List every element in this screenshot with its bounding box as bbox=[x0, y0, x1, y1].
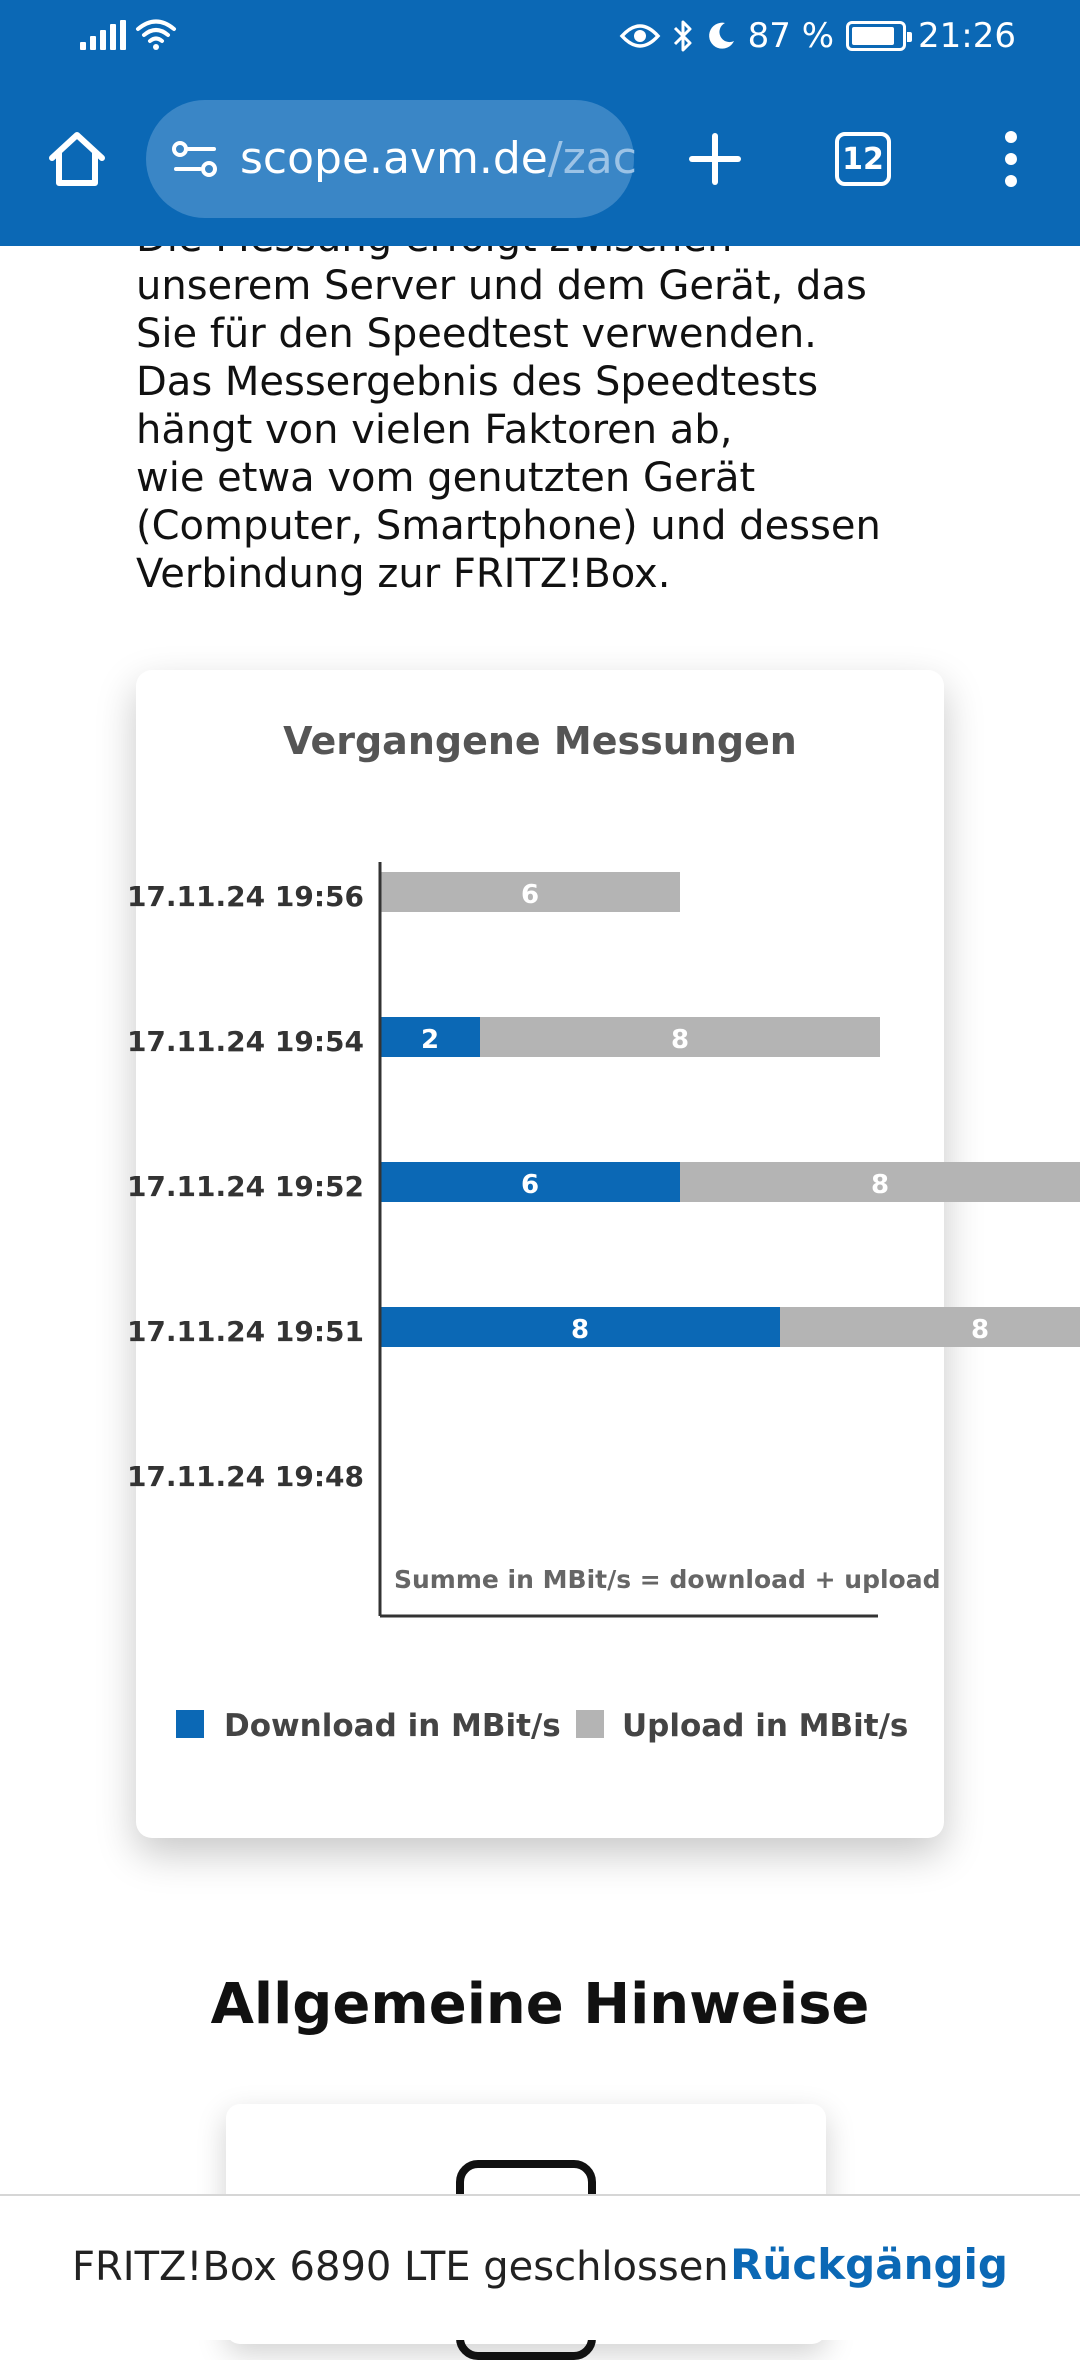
bar-value-label: 2 bbox=[420, 1025, 440, 1055]
home-icon bbox=[46, 130, 108, 188]
wifi-icon bbox=[136, 18, 176, 50]
bar-value-label: 6 bbox=[520, 880, 540, 910]
intro-line: Das Messergebnis des Speedtests bbox=[136, 359, 819, 405]
clock: 21:26 bbox=[918, 16, 1016, 56]
category-label: 17.11.24 19:48 bbox=[126, 1460, 364, 1493]
category-label: 17.11.24 19:52 bbox=[126, 1170, 364, 1203]
legend-swatch-upload bbox=[576, 1710, 604, 1738]
snackbar-message: FRITZ!Box 6890 LTE geschlossen bbox=[72, 2244, 729, 2290]
chart-annotation: Summe in MBit/s = download + upload bbox=[394, 1565, 941, 1594]
battery-percent: 87 % bbox=[747, 16, 835, 56]
overflow-menu-button[interactable] bbox=[966, 114, 1056, 204]
status-left bbox=[80, 18, 176, 50]
new-tab-button[interactable] bbox=[670, 114, 760, 204]
menu-dot bbox=[1005, 153, 1017, 165]
intro-line: (Computer, Smartphone) und dessen bbox=[136, 503, 881, 549]
legend-label-download: Download in MBit/s bbox=[224, 1708, 561, 1744]
bluetooth-icon bbox=[672, 19, 694, 53]
intro-text bbox=[136, 214, 956, 598]
status-bar bbox=[0, 0, 1080, 76]
bar-value-label: 6 bbox=[520, 1170, 540, 1200]
undo-button[interactable]: Rückgängig bbox=[730, 2240, 1008, 2289]
eye-icon bbox=[620, 22, 660, 50]
site-settings-icon[interactable] bbox=[168, 131, 224, 187]
intro-line: Verbindung zur FRITZ!Box. bbox=[136, 551, 671, 597]
tab-count-badge: 12 bbox=[835, 132, 891, 186]
browser-toolbar bbox=[0, 92, 1080, 226]
intro-line: Sie für den Speedtest verwenden. bbox=[136, 311, 817, 357]
category-label: 17.11.24 19:54 bbox=[126, 1025, 364, 1058]
url-text[interactable] bbox=[240, 133, 637, 184]
intro-line: unserem Server und dem Gerät, das bbox=[136, 263, 867, 309]
category-label: 17.11.24 19:56 bbox=[126, 880, 364, 913]
intro-line: wie etwa vom genutzten Gerät bbox=[136, 455, 756, 501]
snackbar bbox=[0, 2194, 1080, 2340]
url-host: scope.avm.de bbox=[240, 133, 548, 184]
browser-top-bar bbox=[0, 0, 1080, 246]
chart-card bbox=[126, 670, 990, 1838]
menu-dot bbox=[1005, 175, 1017, 187]
moon-icon bbox=[706, 21, 736, 51]
plus-icon bbox=[688, 132, 742, 186]
battery-level-fill bbox=[852, 27, 894, 45]
past-measurements-chart bbox=[126, 670, 990, 1838]
address-bar[interactable] bbox=[146, 100, 637, 218]
bar-value-label: 8 bbox=[870, 1170, 890, 1200]
category-label: 17.11.24 19:51 bbox=[126, 1315, 364, 1348]
menu-dot bbox=[1005, 131, 1017, 143]
url-path: /zac bbox=[547, 133, 637, 184]
status-right bbox=[620, 16, 1016, 56]
upload-bar bbox=[780, 1307, 1080, 1347]
bar-value-label: 8 bbox=[570, 1315, 590, 1345]
section-title: Allgemeine Hinweise bbox=[210, 1972, 870, 2037]
home-button[interactable] bbox=[32, 114, 122, 204]
bar-value-label: 8 bbox=[970, 1315, 990, 1345]
bar-value-label: 8 bbox=[670, 1025, 690, 1055]
legend-label-upload: Upload in MBit/s bbox=[622, 1708, 909, 1744]
chart-title: Vergangene Messungen bbox=[283, 719, 797, 763]
battery-icon bbox=[846, 21, 906, 51]
tab-switcher-button[interactable] bbox=[818, 114, 908, 204]
cell-signal-icon bbox=[80, 20, 126, 50]
intro-line: hängt von vielen Faktoren ab, bbox=[136, 407, 733, 453]
legend-swatch-download bbox=[176, 1710, 204, 1738]
